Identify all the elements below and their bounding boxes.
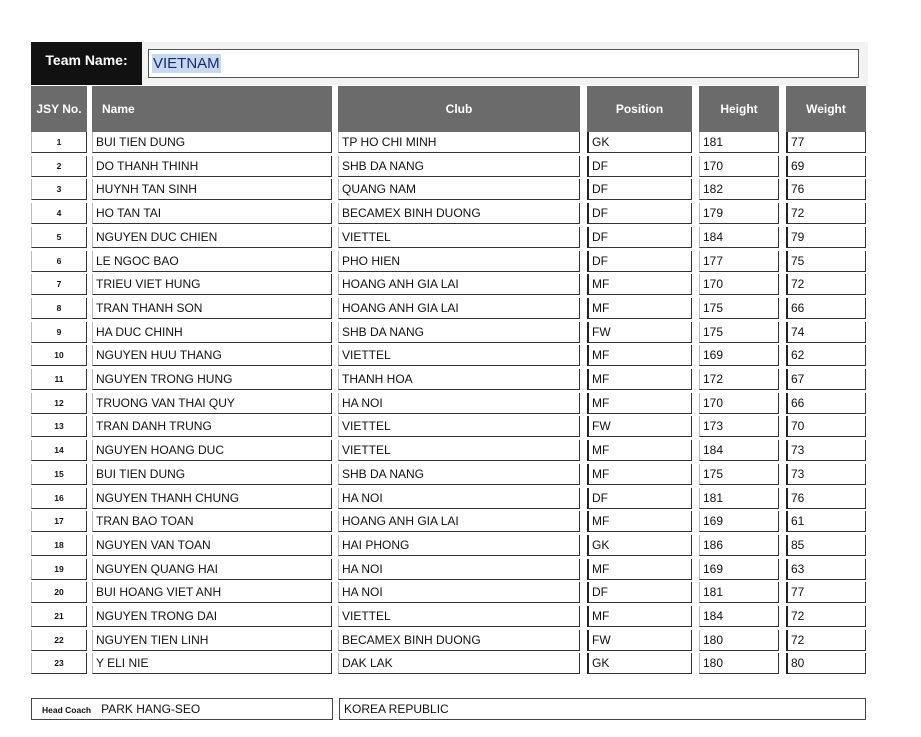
position-cell[interactable]: GK xyxy=(587,132,692,153)
weight-cell[interactable]: 77 xyxy=(786,132,866,153)
jsy-number-cell[interactable]: 13 xyxy=(31,416,87,437)
player-name-cell[interactable]: Y ELI NIE xyxy=(92,653,332,674)
jsy-number-cell[interactable]: 14 xyxy=(31,440,87,461)
jsy-number-cell[interactable]: 11 xyxy=(31,369,87,390)
player-name-cell[interactable]: HUYNH TAN SINH xyxy=(92,179,332,200)
player-name-cell[interactable]: NGUYEN VAN TOAN xyxy=(92,535,332,556)
header-jsy-no: JSY No. xyxy=(31,86,87,132)
jsy-number-cell[interactable]: 10 xyxy=(31,345,87,366)
weight-cell[interactable]: 73 xyxy=(786,440,866,461)
player-name-cell[interactable]: NGUYEN QUANG HAI xyxy=(92,559,332,580)
position-cell[interactable]: MF xyxy=(587,559,692,580)
position-cell[interactable]: DF xyxy=(587,179,692,200)
header-weight: Weight xyxy=(786,86,866,132)
club-cell[interactable]: VIETTEL xyxy=(338,440,580,461)
jsy-number-cell[interactable]: 4 xyxy=(31,203,87,224)
position-cell[interactable]: GK xyxy=(587,535,692,556)
table-row xyxy=(0,440,921,464)
club-cell[interactable]: SHB DA NANG xyxy=(338,156,580,177)
position-cell[interactable]: FW xyxy=(587,322,692,343)
table-row xyxy=(0,416,921,440)
jsy-number-cell[interactable]: 20 xyxy=(31,582,87,603)
weight-cell[interactable]: 66 xyxy=(786,298,866,319)
club-cell[interactable]: BECAMEX BINH DUONG xyxy=(338,630,580,651)
head-coach-field[interactable] xyxy=(31,698,333,720)
jsy-number-cell[interactable]: 9 xyxy=(31,322,87,343)
jsy-number-cell[interactable]: 18 xyxy=(31,535,87,556)
height-cell[interactable]: 177 xyxy=(699,251,779,272)
jsy-number-cell[interactable]: 1 xyxy=(31,132,87,153)
club-cell[interactable]: TP HO CHI MINH xyxy=(338,132,580,153)
player-name-cell[interactable]: HO TAN TAI xyxy=(92,203,332,224)
table-row xyxy=(0,511,921,535)
height-cell[interactable]: 175 xyxy=(699,464,779,485)
position-cell[interactable]: GK xyxy=(587,653,692,674)
position-cell[interactable]: MF xyxy=(587,345,692,366)
table-row xyxy=(0,393,921,417)
player-name-cell[interactable]: NGUYEN HUU THANG xyxy=(92,345,332,366)
height-cell[interactable]: 175 xyxy=(699,298,779,319)
header-name: Name xyxy=(92,86,332,132)
jsy-number-cell[interactable]: 6 xyxy=(31,251,87,272)
jsy-number-cell[interactable]: 23 xyxy=(31,653,87,674)
club-cell[interactable]: HOANG ANH GIA LAI xyxy=(338,511,580,532)
table-row xyxy=(0,630,921,654)
weight-cell[interactable]: 72 xyxy=(786,630,866,651)
jsy-number-cell[interactable]: 17 xyxy=(31,511,87,532)
height-cell[interactable]: 180 xyxy=(699,653,779,674)
weight-cell[interactable]: 74 xyxy=(786,322,866,343)
player-name-cell[interactable]: NGUYEN THANH CHUNG xyxy=(92,488,332,509)
weight-cell[interactable]: 66 xyxy=(786,393,866,414)
club-cell[interactable]: SHB DA NANG xyxy=(338,464,580,485)
club-cell[interactable]: HA NOI xyxy=(338,393,580,414)
position-cell[interactable]: MF xyxy=(587,274,692,295)
player-name-cell[interactable]: TRAN BAO TOAN xyxy=(92,511,332,532)
club-cell[interactable]: HA NOI xyxy=(338,488,580,509)
weight-cell[interactable]: 85 xyxy=(786,535,866,556)
player-name-cell[interactable]: TRAN DANH TRUNG xyxy=(92,416,332,437)
team-name-field[interactable] xyxy=(148,49,859,78)
position-cell[interactable]: MF xyxy=(587,606,692,627)
player-name-cell[interactable]: NGUYEN HOANG DUC xyxy=(92,440,332,461)
jsy-number-cell[interactable]: 2 xyxy=(31,156,87,177)
table-row xyxy=(0,322,921,346)
jsy-number-cell[interactable]: 16 xyxy=(31,488,87,509)
club-cell[interactable]: BECAMEX BINH DUONG xyxy=(338,203,580,224)
table-row xyxy=(0,251,921,275)
table-row xyxy=(0,298,921,322)
club-cell[interactable]: THANH HOA xyxy=(338,369,580,390)
team-name-label: Team Name: xyxy=(31,42,142,85)
player-name-cell[interactable]: TRIEU VIET HUNG xyxy=(92,274,332,295)
height-cell[interactable]: 170 xyxy=(699,393,779,414)
table-row xyxy=(0,274,921,298)
position-cell[interactable]: DF xyxy=(587,582,692,603)
weight-cell[interactable]: 61 xyxy=(786,511,866,532)
weight-cell[interactable]: 76 xyxy=(786,488,866,509)
club-cell[interactable]: HOANG ANH GIA LAI xyxy=(338,274,580,295)
height-cell[interactable]: 170 xyxy=(699,274,779,295)
position-cell[interactable]: DF xyxy=(587,488,692,509)
height-cell[interactable]: 180 xyxy=(699,630,779,651)
club-cell[interactable]: HA NOI xyxy=(338,559,580,580)
weight-cell[interactable]: 73 xyxy=(786,464,866,485)
club-cell[interactable]: DAK LAK xyxy=(338,653,580,674)
position-cell[interactable]: MF xyxy=(587,440,692,461)
club-cell[interactable]: VIETTEL xyxy=(338,227,580,248)
height-cell[interactable]: 184 xyxy=(699,227,779,248)
position-cell[interactable]: MF xyxy=(587,393,692,414)
position-cell[interactable]: FW xyxy=(587,416,692,437)
weight-cell[interactable]: 72 xyxy=(786,203,866,224)
table-row xyxy=(0,535,921,559)
table-row xyxy=(0,132,921,156)
position-cell[interactable]: MF xyxy=(587,298,692,319)
table-row xyxy=(0,606,921,630)
club-cell[interactable]: VIETTEL xyxy=(338,345,580,366)
weight-cell[interactable]: 69 xyxy=(786,156,866,177)
table-row xyxy=(0,582,921,606)
height-cell[interactable]: 182 xyxy=(699,179,779,200)
player-name-cell[interactable]: DO THANH THINH xyxy=(92,156,332,177)
table-row xyxy=(0,369,921,393)
head-coach-label: Head Coach xyxy=(42,705,92,715)
height-cell[interactable]: 173 xyxy=(699,416,779,437)
jsy-number-cell[interactable]: 3 xyxy=(31,179,87,200)
height-cell[interactable]: 186 xyxy=(699,535,779,556)
player-name-cell[interactable]: HA DUC CHINH xyxy=(92,322,332,343)
player-name-cell[interactable]: BUI TIEN DUNG xyxy=(92,132,332,153)
height-cell[interactable]: 169 xyxy=(699,511,779,532)
player-name-cell[interactable]: NGUYEN TRONG DAI xyxy=(92,606,332,627)
weight-cell[interactable]: 72 xyxy=(786,606,866,627)
table-row xyxy=(0,345,921,369)
club-cell[interactable]: VIETTEL xyxy=(338,606,580,627)
team-name-value: VIETNAM xyxy=(153,55,220,72)
height-cell[interactable]: 181 xyxy=(699,488,779,509)
header-height: Height xyxy=(699,86,779,132)
table-row xyxy=(0,179,921,203)
head-coach-name: PARK HANG-SEO xyxy=(101,702,201,716)
jsy-number-cell[interactable]: 7 xyxy=(31,274,87,295)
player-name-cell[interactable]: NGUYEN TRONG HUNG xyxy=(92,369,332,390)
height-cell[interactable]: 179 xyxy=(699,203,779,224)
club-cell[interactable]: VIETTEL xyxy=(338,416,580,437)
jsy-number-cell[interactable]: 15 xyxy=(31,464,87,485)
weight-cell[interactable]: 79 xyxy=(786,227,866,248)
table-row xyxy=(0,156,921,180)
weight-cell[interactable]: 62 xyxy=(786,345,866,366)
position-cell[interactable]: DF xyxy=(587,203,692,224)
position-cell[interactable]: MF xyxy=(587,511,692,532)
position-cell[interactable]: DF xyxy=(587,227,692,248)
weight-cell[interactable]: 63 xyxy=(786,559,866,580)
position-cell[interactable]: MF xyxy=(587,464,692,485)
position-cell[interactable]: DF xyxy=(587,156,692,177)
table-row xyxy=(0,559,921,583)
player-name-cell[interactable]: TRUONG VAN THAI QUY xyxy=(92,393,332,414)
height-cell[interactable]: 181 xyxy=(699,582,779,603)
position-cell[interactable]: FW xyxy=(587,630,692,651)
weight-cell[interactable]: 67 xyxy=(786,369,866,390)
table-row xyxy=(0,464,921,488)
table-row xyxy=(0,488,921,512)
height-cell[interactable]: 170 xyxy=(699,156,779,177)
weight-cell[interactable]: 72 xyxy=(786,274,866,295)
weight-cell[interactable]: 75 xyxy=(786,251,866,272)
jsy-number-cell[interactable]: 5 xyxy=(31,227,87,248)
club-cell[interactable]: PHO HIEN xyxy=(338,251,580,272)
player-name-cell[interactable]: NGUYEN TIEN LINH xyxy=(92,630,332,651)
jsy-number-cell[interactable]: 21 xyxy=(31,606,87,627)
weight-cell[interactable]: 76 xyxy=(786,179,866,200)
table-row xyxy=(0,227,921,251)
jsy-number-cell[interactable]: 8 xyxy=(31,298,87,319)
player-name-cell[interactable]: LE NGOC BAO xyxy=(92,251,332,272)
club-cell[interactable]: HOANG ANH GIA LAI xyxy=(338,298,580,319)
table-row xyxy=(0,203,921,227)
height-cell[interactable]: 169 xyxy=(699,345,779,366)
position-cell[interactable]: DF xyxy=(587,251,692,272)
height-cell[interactable]: 172 xyxy=(699,369,779,390)
club-cell[interactable]: SHB DA NANG xyxy=(338,322,580,343)
position-cell[interactable]: MF xyxy=(587,369,692,390)
club-cell[interactable]: HAI PHONG xyxy=(338,535,580,556)
table-row xyxy=(0,653,921,677)
club-cell[interactable]: HA NOI xyxy=(338,582,580,603)
player-name-cell[interactable]: BUI TIEN DUNG xyxy=(92,464,332,485)
jsy-number-cell[interactable]: 19 xyxy=(31,559,87,580)
height-cell[interactable]: 175 xyxy=(699,322,779,343)
head-coach-country-field[interactable]: KOREA REPUBLIC xyxy=(339,698,866,720)
jsy-number-cell[interactable]: 22 xyxy=(31,630,87,651)
club-cell[interactable]: QUANG NAM xyxy=(338,179,580,200)
weight-cell[interactable]: 77 xyxy=(786,582,866,603)
jsy-number-cell[interactable]: 12 xyxy=(31,393,87,414)
header-position: Position xyxy=(587,86,692,132)
player-name-cell[interactable]: NGUYEN DUC CHIEN xyxy=(92,227,332,248)
player-name-cell[interactable]: BUI HOANG VIET ANH xyxy=(92,582,332,603)
height-cell[interactable]: 181 xyxy=(699,132,779,153)
height-cell[interactable]: 184 xyxy=(699,606,779,627)
height-cell[interactable]: 169 xyxy=(699,559,779,580)
height-cell[interactable]: 184 xyxy=(699,440,779,461)
player-name-cell[interactable]: TRAN THANH SON xyxy=(92,298,332,319)
weight-cell[interactable]: 80 xyxy=(786,653,866,674)
weight-cell[interactable]: 70 xyxy=(786,416,866,437)
header-club: Club xyxy=(338,86,580,132)
